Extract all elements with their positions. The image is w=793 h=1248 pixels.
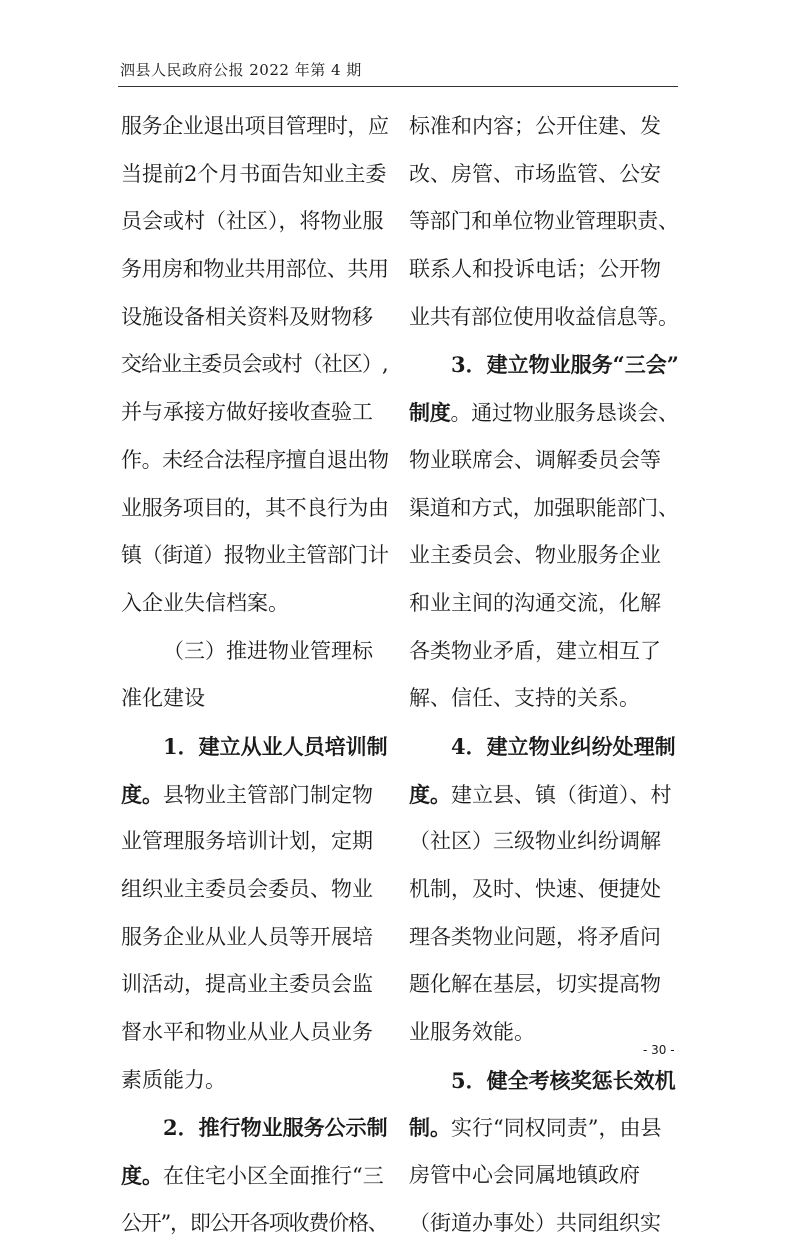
body-text: 服务企业从业人员等开展培 [121, 924, 373, 949]
body-text: 实行“同权同责”，由县 [451, 1116, 662, 1141]
text-line [121, 341, 389, 389]
text-line [121, 771, 389, 819]
left-column [121, 103, 389, 1248]
body-text: 业服务效能。 [409, 1020, 535, 1045]
body-text: 标准和内容；公开住建、发 [409, 114, 661, 138]
body-text: 入企业失信档案。 [121, 590, 289, 615]
text-line [409, 914, 679, 962]
text-line [409, 723, 679, 771]
text-line [121, 628, 389, 676]
body-text: 素质能力。 [121, 1067, 226, 1092]
text-line [121, 294, 389, 342]
body-text: 等部门和单位物业管理职责、 [409, 209, 679, 234]
body-text: 服务企业退出项目管理时，应 [121, 114, 389, 138]
body-text: 交给业主委员会或村（社区）, [121, 352, 388, 377]
body-text: 当提前2个月书面告知业主委 [121, 161, 387, 186]
text-line [121, 723, 389, 771]
body-text: 物业联席会、调解委员会等 [409, 447, 661, 472]
text-line [409, 198, 679, 246]
text-line [121, 532, 389, 580]
text-line [121, 580, 389, 628]
body-text: 督水平和物业从业人员业务 [121, 1020, 373, 1045]
body-text: 务用房和物业共用部位、共用 [121, 257, 389, 282]
text-line [409, 389, 679, 437]
text-line [121, 389, 389, 437]
body-text: 改、房管、市场监管、公安 [409, 161, 661, 186]
text-line [409, 580, 679, 628]
body-text: 设施设备相关资料及财物移 [121, 304, 373, 329]
text-line [409, 675, 679, 723]
heading-text: 4．建立物业纠纷处理制 [451, 733, 676, 759]
text-line [409, 1057, 679, 1105]
text-line [409, 628, 679, 676]
text-line [409, 485, 679, 533]
text-line [121, 103, 389, 151]
text-line [409, 532, 679, 580]
body-text: 机制，及时、快速、便捷处 [409, 877, 661, 901]
body-text: 县物业主管部门制定物 [163, 782, 373, 807]
text-line [121, 1057, 389, 1105]
body-text: 公开”，即公开各项收费价格、 [121, 1210, 388, 1235]
heading-text: 度。 [121, 1163, 163, 1189]
text-line [409, 246, 679, 294]
text-line [121, 246, 389, 294]
body-text: 作。未经合法程序擅自退出物 [121, 447, 389, 472]
body-text: 。通过物业服务恳谈会、 [450, 401, 679, 426]
text-line [409, 1152, 679, 1200]
text-line [409, 1200, 679, 1248]
header-rule [118, 86, 678, 87]
body-text: 解、信任、支持的关系。 [409, 686, 640, 711]
text-line [121, 1009, 389, 1057]
body-text: （三）推进物业管理标 [163, 638, 373, 663]
heading-text: 3．建立物业服务“三会” [451, 352, 679, 378]
text-line [121, 437, 389, 485]
page-number: - 30 - [643, 1043, 675, 1057]
heading-text: 1．建立从业人员培训制 [163, 733, 388, 759]
heading-text: 制。 [409, 1115, 451, 1141]
text-line [121, 485, 389, 533]
text-line [409, 103, 679, 151]
text-line [409, 961, 679, 1009]
text-line [409, 341, 679, 389]
heading-text: 度。 [121, 781, 163, 807]
text-line [409, 818, 679, 866]
heading-text: 制度 [409, 400, 451, 426]
text-line [121, 914, 389, 962]
text-line [409, 151, 679, 199]
text-line [121, 1152, 389, 1200]
body-text: 业共有部位使用收益信息等。 [409, 304, 679, 329]
body-text: 和业主间的沟通交流，化解 [409, 590, 661, 615]
text-line [121, 1200, 389, 1248]
body-text: （街道办事处）共同组织实 [409, 1210, 661, 1235]
body-text: 并与承接方做好接收查验工 [121, 400, 373, 425]
text-line [409, 1104, 679, 1152]
text-line [121, 198, 389, 246]
text-line [409, 437, 679, 485]
body-text: 训活动，提高业主委员会监 [121, 972, 373, 997]
text-line [121, 1104, 389, 1152]
body-text: 业服务项目的，其不良行为由 [121, 495, 389, 520]
body-text: 业主委员会、物业服务企业 [409, 543, 661, 568]
body-text: 房管中心会同属地镇政府 [409, 1163, 640, 1188]
right-column [409, 103, 679, 1248]
text-line [409, 866, 679, 914]
text-line [409, 771, 679, 819]
text-line [121, 866, 389, 914]
text-line [409, 294, 679, 342]
body-text: 组织业主委员会委员、物业 [121, 877, 373, 901]
body-text: 建立县、镇（街道）、村 [451, 782, 672, 807]
body-text: 镇（街道）报物业主管部门计 [121, 543, 389, 568]
heading-text: 度。 [409, 781, 451, 807]
body-text: 业管理服务培训计划，定期 [121, 829, 373, 854]
body-text: 员会或村（社区），将物业服 [121, 209, 384, 234]
body-text: 题化解在基层，切实提高物 [409, 972, 661, 997]
bulletin-header: 泗县人民政府公报 2022 年第 4 期 [120, 61, 362, 79]
text-line [121, 818, 389, 866]
body-text: 理各类物业问题，将矛盾问 [409, 924, 661, 949]
body-text: 渠道和方式，加强职能部门、 [409, 495, 679, 520]
body-text: 各类物业矛盾，建立相互了 [409, 638, 661, 663]
text-line [409, 1009, 679, 1057]
body-text: 准化建设 [121, 686, 205, 711]
heading-text: 5．健全考核奖惩长效机 [451, 1067, 676, 1093]
text-line [121, 675, 389, 723]
body-text: （社区）三级物业纠纷调解 [409, 829, 661, 854]
heading-text: 2．推行物业服务公示制 [163, 1115, 388, 1141]
text-line [121, 151, 389, 199]
text-line [121, 961, 389, 1009]
body-text: 联系人和投诉电话；公开物 [409, 257, 661, 282]
body-text: 在住宅小区全面推行“三 [163, 1164, 384, 1189]
